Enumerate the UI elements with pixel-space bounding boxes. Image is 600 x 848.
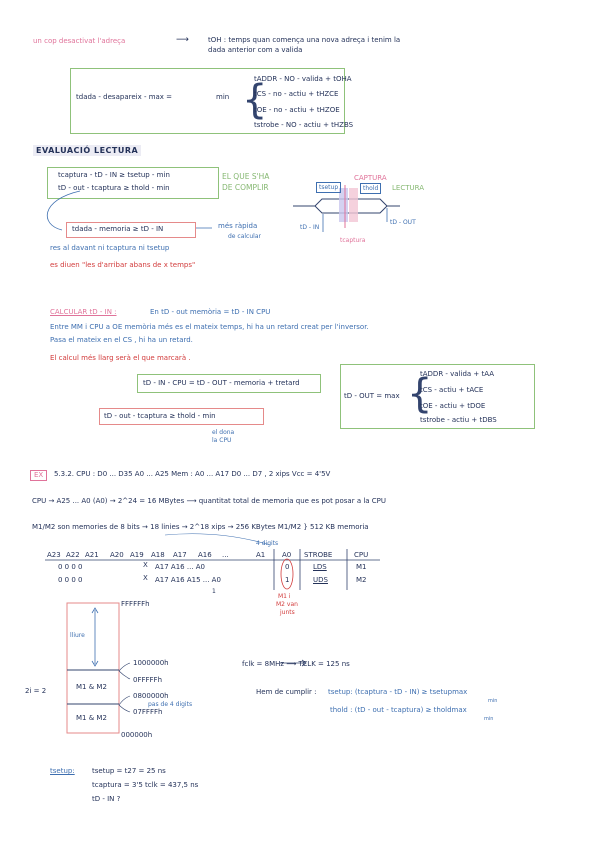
calc-p3: El calcul més llarg serà el que marcarà . xyxy=(50,354,191,362)
m1m2-upper: M1 & M2 xyxy=(76,683,107,691)
eq2: tD - out - tcaptura ≥ thold - min xyxy=(104,412,216,420)
mes-rapida-l1: més ràpida xyxy=(218,222,258,230)
th-a17: A17 xyxy=(173,551,187,559)
th-a21: A21 xyxy=(85,551,99,559)
green-note-l1: EL QUE S'HA xyxy=(222,172,270,181)
tdada-item-4: tstrobe - NO - actiu + tHZBS xyxy=(254,121,354,129)
row1-strobe: LDS xyxy=(313,563,327,571)
row1-bits: 0 0 0 0 xyxy=(58,563,83,571)
note-blue: res al davant ni tcaptura ni tsetup xyxy=(50,244,170,252)
setup-label: tsetup: xyxy=(50,767,75,775)
tdout-item-4: tstrobe - actiu + tDBS xyxy=(420,416,497,424)
pas-note: pas de 4 digits xyxy=(148,701,193,708)
addr-top: FFFFFFh xyxy=(121,600,150,608)
green-note-l2: DE COMPLIR xyxy=(222,183,269,192)
tsetup-tag: tsetup xyxy=(316,182,341,193)
calc-rhs: En tD - out memòria = tD - IN CPU xyxy=(150,308,271,316)
cond-setup: tcaptura - tD - IN ≥ tsetup - min xyxy=(58,171,170,179)
captura-label: CAPTURA xyxy=(354,174,387,182)
cond-hold-2: thold : (tD - out - tcaptura) ≥ tholdmax xyxy=(330,706,467,714)
calc-p1: Entre MM i CPU a OE memòria més es el mateix temps, hi ha un retard creat per l'inversor. xyxy=(50,323,369,331)
ex-line1: 5.3.2. CPU : D0 ... D35 A0 ... A25 Mem : A0 ... A17 D0 ... D7 , 2 xips Vcc = 4'5V xyxy=(54,470,331,478)
eval-title: EVALUACIÓ LECTURA xyxy=(33,145,141,156)
setup-l3: tD - IN ? xyxy=(92,795,121,803)
mes-rapida-l2: de calcular xyxy=(228,233,261,240)
td-out-label: tD - OUT xyxy=(390,219,416,226)
lliure-label: lliure xyxy=(70,632,85,639)
ex-line2: CPU → A25 ... A0 (A0) → 2^24 = 16 MBytes ⟶ quantitat total de memoria que es pot posar a la CPU xyxy=(32,497,387,505)
ex-line3: M1/M2 son memories de 8 bits → 18 linies → 2^18 xips → 256 KBytes M1/M2 } 512 KB memoria xyxy=(32,523,369,531)
row2-cpu: M2 xyxy=(356,576,367,584)
th-dots: ... xyxy=(222,551,229,559)
cond-hold: tD - out - tcaptura ≥ thold - min xyxy=(58,184,170,192)
tdout-item-2: tCS - actiu + tACE xyxy=(420,386,484,394)
row1-addr: A17 A16 ... A0 xyxy=(155,563,205,571)
th-a16: A16 xyxy=(198,551,212,559)
addr-1000000: 1000000h xyxy=(133,659,169,667)
m1m2-lower: M1 & M2 xyxy=(76,714,107,722)
cumplir-label: Hem de cumplir : xyxy=(256,688,317,696)
row1-a0: 0 xyxy=(285,563,290,571)
row2-addr: A17 A16 A15 ... A0 xyxy=(155,576,221,584)
k-label: 2i = 2 xyxy=(25,687,47,695)
row1-cpu: M1 xyxy=(356,563,367,571)
tdada-item-1: tADDR - NO - valida + tOHA xyxy=(254,75,352,83)
toh-def-line2: dada anterior com a valida xyxy=(208,46,303,54)
table-sub: 1 xyxy=(212,588,216,595)
th-strobe: STROBE xyxy=(304,551,333,559)
th-a20: A20 xyxy=(110,551,124,559)
addr-0fffff: 0FFFFFh xyxy=(133,676,163,684)
min-label: min xyxy=(216,93,230,101)
addr-07ffff: 07FFFFh xyxy=(133,708,163,716)
digits-note: 4 digits xyxy=(256,540,279,547)
th-a18: A18 xyxy=(151,551,165,559)
setup-l2: tcaptura = 3'5 tclk = 437,5 ns xyxy=(92,781,199,789)
m-note-l1: M1 i xyxy=(278,593,291,600)
row2-bits: 0 0 0 0 xyxy=(58,576,83,584)
cond-setup-2: tsetup: (tcaptura - tD - IN) ≥ tsetupmax xyxy=(328,688,468,696)
calc-p2: Pasa el mateix en el CS , hi ha un retard. xyxy=(50,336,193,344)
tdout-item-3: tOE - actiu + tDOE xyxy=(420,402,486,410)
ex-badge: EX xyxy=(30,470,47,481)
thold-tag: thold xyxy=(360,183,381,194)
th-a0: A0 xyxy=(282,551,292,559)
m-note-l2: M2 van xyxy=(276,601,298,608)
row2-a0: 1 xyxy=(285,576,290,584)
addr-000000: 000000h xyxy=(121,731,153,739)
tdout-label: tD - OUT = max xyxy=(344,392,400,400)
tdout-item-1: tADDR - valida + tAA xyxy=(420,370,495,378)
tdada-item-3: tOE - no - actiu + tHZOE xyxy=(254,106,340,114)
setup-l1: tsetup = t27 = 25 ns xyxy=(92,767,166,775)
tcaptura-label: tcaptura xyxy=(340,237,366,244)
brace-glyph-2: { xyxy=(407,371,433,417)
fclk-eq: fclk = 8MHz ⟶ TCLK = 125 ns xyxy=(242,660,350,668)
cond-hold-2-sub: min xyxy=(484,716,494,722)
note-red: es diuen "les d'arribar abans de x temps" xyxy=(50,261,196,269)
calc-title: CALCULAR tD - IN : xyxy=(50,308,117,316)
th-a1: A1 xyxy=(256,551,266,559)
toh-def-line1: tOH : temps quan comença una nova adreça i tenim la xyxy=(208,36,401,44)
th-cpu: CPU xyxy=(354,551,369,559)
brace-glyph: { xyxy=(242,77,268,123)
tdada-label: tdada - desapareix - max = xyxy=(76,93,173,101)
eq2-note-l2: la CPU xyxy=(212,437,232,444)
tdada-item-2: tCS - no - actiu + tHZCE xyxy=(254,90,339,98)
lectura-label: LECTURA xyxy=(392,184,424,192)
eq2-note-l1: el dona xyxy=(212,429,235,436)
th-a22: A22 xyxy=(66,551,80,559)
th-a23: A23 xyxy=(47,551,61,559)
row2-x: X xyxy=(143,574,148,582)
eq1: tD - IN - CPU = tD - OUT - memoria + tretard xyxy=(143,379,300,387)
row2-strobe: UDS xyxy=(313,576,328,584)
memoria-condition: tdada - memoria ≥ tD - IN xyxy=(72,225,164,233)
top-left-note: un cop desactivat l'adreça xyxy=(33,37,126,45)
th-a19: A19 xyxy=(130,551,144,559)
addr-0800000: 0800000h xyxy=(133,692,169,700)
cond-setup-2-sub: min xyxy=(488,698,498,704)
m-note-l3: junts xyxy=(280,609,295,616)
td-in-label: tD - IN xyxy=(300,224,320,231)
arrow-glyph: ⟶ xyxy=(176,35,189,45)
row1-x: X xyxy=(143,561,148,569)
